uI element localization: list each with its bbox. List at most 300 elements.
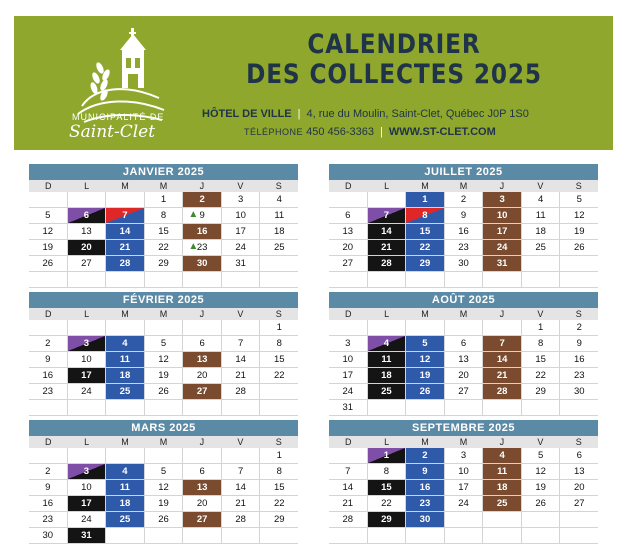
collection-day-blue [106, 368, 145, 383]
day-number: 9 [460, 210, 467, 221]
day-number: 22 [419, 242, 431, 253]
day-number: 25 [496, 498, 508, 509]
day-cell [183, 528, 222, 543]
collection-day-brown [483, 208, 522, 223]
collection-day-red [406, 208, 445, 223]
day-cell [445, 512, 484, 527]
day-number: 17 [342, 370, 354, 381]
day-cell [522, 512, 561, 527]
day-cell [222, 240, 261, 255]
day-number: 2 [199, 194, 205, 205]
day-cell [29, 512, 68, 527]
day-number: 17 [81, 370, 92, 381]
day-cell [522, 336, 561, 351]
week-row [329, 464, 598, 480]
day-number: 29 [273, 514, 285, 525]
address-text: 4, rue du Moulin, Saint-Clet, Québec J0P 1S0 [306, 108, 529, 120]
collection-day-blue [106, 480, 145, 495]
day-number: 1 [422, 194, 428, 205]
weekday-header [29, 308, 298, 320]
collection-day-black [368, 256, 407, 271]
day-cell [222, 480, 261, 495]
page-title [239, 30, 549, 90]
day-number: 20 [81, 242, 92, 253]
weekday-label: V [537, 181, 544, 191]
day-cell [445, 240, 484, 255]
day-number: 17 [235, 226, 246, 237]
day-number: 9 [45, 482, 51, 493]
day-number: 8 [276, 466, 282, 477]
day-cell [329, 240, 368, 255]
weekday-label: L [384, 309, 390, 319]
weekday-header [329, 308, 598, 320]
day-number: 15 [158, 226, 169, 237]
week-row [329, 480, 598, 496]
month-calendar [29, 420, 298, 544]
day-cell [483, 272, 522, 287]
day-number: 3 [83, 338, 90, 349]
day-number: 27 [458, 386, 469, 397]
month-calendar [329, 292, 598, 416]
day-number: 30 [419, 514, 431, 525]
weekday-label: S [275, 437, 282, 447]
day-cell [29, 352, 68, 367]
weekday-label: V [537, 437, 544, 447]
collection-day-blue [106, 336, 145, 351]
day-number: 30 [573, 386, 585, 397]
day-cell [522, 448, 561, 463]
day-cell [145, 464, 184, 479]
day-number: 11 [119, 482, 130, 493]
day-cell [329, 496, 368, 511]
day-number: 2 [422, 450, 428, 461]
day-number: 18 [119, 498, 131, 509]
week-row [329, 272, 598, 288]
collection-day-brown [183, 512, 222, 527]
day-number: 1 [160, 194, 167, 205]
day-number: 29 [535, 386, 546, 397]
day-number: 18 [535, 226, 546, 237]
day-number: 15 [273, 354, 285, 365]
day-cell [329, 208, 368, 223]
day-cell [260, 480, 298, 495]
month-title: FÉVRIER 2025 [29, 292, 298, 308]
collection-day-blue [406, 224, 445, 239]
weekday-label: L [84, 181, 90, 191]
collection-day-brown [483, 368, 522, 383]
day-cell [183, 336, 222, 351]
day-number: 11 [119, 354, 130, 365]
day-cell [445, 336, 484, 351]
week-row [29, 528, 298, 544]
day-cell [145, 240, 184, 255]
day-cell [29, 192, 68, 207]
day-cell [522, 272, 561, 287]
day-cell [445, 256, 484, 271]
week-row [29, 480, 298, 496]
day-cell [222, 496, 261, 511]
day-cell [445, 320, 484, 335]
day-number: 5 [160, 338, 167, 349]
day-number: 19 [535, 482, 546, 493]
day-number: 10 [235, 210, 246, 221]
collection-day-black [368, 512, 407, 527]
separator: | [379, 126, 383, 138]
collection-day-black [368, 224, 407, 239]
day-number: 21 [381, 242, 392, 253]
day-cell [260, 320, 298, 335]
weekday-label: M [159, 181, 168, 191]
day-number: 18 [381, 370, 392, 381]
day-number: 20 [196, 498, 208, 509]
day-cell [406, 400, 445, 415]
day-number: 30 [42, 530, 54, 541]
hotel-label: HÔTEL DE VILLE [202, 108, 292, 120]
day-number: 24 [81, 386, 92, 397]
weekday-header [29, 436, 298, 448]
day-number: 18 [273, 226, 285, 237]
christmas-tree-icon: ▲ [188, 209, 199, 220]
weekday-label: M [459, 181, 468, 191]
day-cell [68, 192, 107, 207]
day-cell [329, 192, 368, 207]
collection-day-purple [68, 464, 107, 479]
day-cell [260, 384, 298, 399]
day-number: 23 [42, 514, 54, 525]
day-number: 24 [342, 386, 354, 397]
day-number: 31 [496, 258, 508, 269]
day-cell [522, 496, 561, 511]
day-cell [106, 400, 145, 415]
weekday-label: V [237, 181, 244, 191]
day-cell [145, 400, 184, 415]
collection-day-brown [483, 256, 522, 271]
day-number: 23 [458, 242, 469, 253]
day-number: 21 [235, 498, 246, 509]
day-cell [222, 208, 261, 223]
weekday-label: M [159, 437, 168, 447]
month-title: JUILLET 2025 [329, 164, 598, 180]
day-number: 13 [196, 482, 208, 493]
day-cell [222, 400, 261, 415]
day-cell [222, 224, 261, 239]
address-line [202, 108, 529, 120]
day-number: 28 [235, 514, 246, 525]
day-number: 22 [273, 370, 285, 381]
day-number: 11 [274, 210, 285, 221]
day-number: 24 [496, 242, 508, 253]
day-cell [29, 384, 68, 399]
municipality-label: MUNICIPALITÉ DE [72, 112, 165, 122]
day-cell [329, 400, 368, 415]
month-calendar [329, 420, 598, 544]
day-cell [560, 480, 598, 495]
day-number: 28 [119, 258, 131, 269]
day-number: 17 [496, 226, 508, 237]
day-number: 23 [196, 242, 208, 253]
day-cell [222, 336, 261, 351]
day-cell [183, 272, 222, 287]
day-cell [260, 272, 298, 287]
day-cell [222, 272, 261, 287]
collection-day-black [368, 368, 407, 383]
week-row [329, 384, 598, 400]
collection-day-purple [368, 448, 407, 463]
day-cell [329, 256, 368, 271]
day-number: 28 [496, 386, 508, 397]
day-cell [29, 336, 68, 351]
weekday-label: D [44, 437, 52, 447]
week-row [29, 320, 298, 336]
collection-day-blue [106, 224, 145, 239]
day-cell [329, 528, 368, 543]
week-row [29, 192, 298, 208]
collection-day-blue [106, 464, 145, 479]
weekday-label: J [499, 309, 505, 319]
day-cell [329, 336, 368, 351]
weekday-label: M [459, 309, 468, 319]
week-row [29, 256, 298, 272]
collection-day-brown [183, 480, 222, 495]
day-number: 8 [160, 210, 167, 221]
collection-day-blue [406, 240, 445, 255]
day-cell [445, 208, 484, 223]
day-cell [445, 464, 484, 479]
week-row [29, 400, 298, 416]
day-number: 3 [238, 194, 244, 205]
day-cell [560, 208, 598, 223]
day-number: 12 [419, 354, 431, 365]
christmas-tree-icon: ▲ [188, 241, 199, 252]
weekday-label: M [421, 437, 429, 447]
weekday-label: S [275, 181, 282, 191]
week-row [29, 512, 298, 528]
week-row [329, 528, 598, 544]
day-cell [145, 512, 184, 527]
day-number: 24 [458, 498, 469, 509]
weekday-label: V [237, 437, 244, 447]
day-number: 27 [196, 386, 208, 397]
day-number: 5 [160, 466, 167, 477]
day-cell [329, 272, 368, 287]
phone-number: 450 456-3363 [306, 126, 374, 138]
day-cell [522, 352, 561, 367]
day-cell [368, 528, 407, 543]
day-number: 9 [576, 338, 582, 349]
week-row [329, 400, 598, 416]
day-number: 11 [535, 210, 546, 221]
day-cell [183, 240, 222, 255]
month-title: MARS 2025 [29, 420, 298, 436]
day-number: 4 [499, 450, 505, 461]
day-number: 19 [573, 226, 585, 237]
day-cell [145, 480, 184, 495]
day-cell [522, 320, 561, 335]
day-number: 25 [119, 514, 131, 525]
collection-day-brown [483, 496, 522, 511]
day-number: 22 [158, 242, 169, 253]
day-cell [68, 320, 107, 335]
day-cell [145, 336, 184, 351]
weekday-label: V [537, 309, 544, 319]
collection-day-purple [368, 208, 407, 223]
day-cell [483, 400, 522, 415]
weekday-label: M [421, 181, 429, 191]
day-number: 2 [576, 322, 582, 333]
day-number: 29 [381, 514, 392, 525]
day-cell [68, 352, 107, 367]
day-number: 6 [199, 338, 205, 349]
day-cell [145, 368, 184, 383]
day-number: 24 [235, 242, 246, 253]
week-row [329, 320, 598, 336]
day-cell [68, 448, 107, 463]
week-row [329, 448, 598, 464]
day-cell [260, 240, 298, 255]
day-number: 5 [538, 450, 544, 461]
day-number: 26 [573, 242, 585, 253]
day-number: 9 [45, 354, 51, 365]
day-number: 12 [158, 482, 169, 493]
day-cell [560, 224, 598, 239]
day-cell [560, 448, 598, 463]
day-cell [222, 528, 261, 543]
day-number: 25 [273, 242, 285, 253]
day-number: 7 [345, 466, 351, 477]
week-row [329, 512, 598, 528]
collection-day-brown [483, 192, 522, 207]
weekday-label: L [84, 437, 90, 447]
day-number: 4 [122, 466, 128, 477]
day-number: 2 [460, 194, 467, 205]
week-row [29, 448, 298, 464]
day-cell [368, 496, 407, 511]
day-cell [106, 272, 145, 287]
weekday-label: M [459, 437, 468, 447]
collection-day-brown [483, 384, 522, 399]
day-number: 23 [42, 386, 54, 397]
day-number: 20 [573, 482, 585, 493]
day-cell [106, 320, 145, 335]
day-number: 5 [422, 338, 428, 349]
weekday-label: M [421, 309, 429, 319]
day-number: 19 [419, 370, 431, 381]
day-number: 26 [419, 386, 431, 397]
day-number: 17 [81, 498, 92, 509]
collection-day-brown [483, 224, 522, 239]
day-cell [222, 448, 261, 463]
day-cell [106, 528, 145, 543]
day-cell [560, 384, 598, 399]
day-number: 6 [576, 450, 582, 461]
day-cell [483, 528, 522, 543]
collection-day-black [68, 528, 107, 543]
weekday-label: D [344, 437, 352, 447]
day-number: 27 [196, 514, 208, 525]
day-number: 15 [535, 354, 546, 365]
weekday-label: M [159, 309, 168, 319]
day-cell [29, 496, 68, 511]
day-number: 6 [460, 338, 467, 349]
phone-label: TÉLÉPHONE [244, 127, 304, 137]
day-cell [329, 448, 368, 463]
day-cell [68, 224, 107, 239]
day-cell [368, 272, 407, 287]
day-cell [445, 384, 484, 399]
municipality-name: Saint-Clet [69, 122, 156, 142]
collection-day-black [68, 496, 107, 511]
collection-day-black [68, 240, 107, 255]
weekday-label: J [499, 181, 505, 191]
day-cell [329, 464, 368, 479]
day-number: 2 [45, 338, 51, 349]
day-cell [445, 272, 484, 287]
day-cell [406, 272, 445, 287]
day-number: 31 [235, 258, 246, 269]
day-cell [68, 384, 107, 399]
day-cell [183, 464, 222, 479]
day-cell [522, 464, 561, 479]
day-cell [183, 320, 222, 335]
day-cell [29, 528, 68, 543]
day-cell [560, 336, 598, 351]
day-cell [483, 320, 522, 335]
collection-day-brown [483, 336, 522, 351]
day-cell [445, 192, 484, 207]
day-number: 19 [158, 498, 169, 509]
day-cell [260, 208, 298, 223]
day-cell [368, 464, 407, 479]
day-number: 6 [83, 210, 90, 221]
collection-day-blue [406, 352, 445, 367]
day-number: 4 [122, 338, 128, 349]
day-number: 26 [535, 498, 546, 509]
collection-day-blue [406, 464, 445, 479]
day-cell [406, 320, 445, 335]
day-number: 31 [342, 402, 354, 413]
day-number: 14 [235, 354, 246, 365]
day-number: 1 [383, 450, 390, 461]
collection-day-brown [483, 448, 522, 463]
collection-day-black [368, 240, 407, 255]
day-cell [445, 480, 484, 495]
weekday-label: J [199, 181, 205, 191]
month-calendar [29, 292, 298, 416]
day-cell [260, 352, 298, 367]
week-row [329, 208, 598, 224]
day-number: 13 [342, 226, 354, 237]
day-cell [29, 256, 68, 271]
day-cell [522, 368, 561, 383]
day-cell [560, 512, 598, 527]
day-number: 21 [496, 370, 508, 381]
day-number: 19 [158, 370, 169, 381]
weekday-label: J [499, 437, 505, 447]
collection-day-black [368, 384, 407, 399]
website-link[interactable]: WWW.ST-CLET.COM [388, 126, 496, 138]
day-cell [329, 368, 368, 383]
day-cell [222, 464, 261, 479]
day-cell [145, 320, 184, 335]
day-number: 10 [81, 482, 92, 493]
day-cell [68, 480, 107, 495]
day-cell [522, 208, 561, 223]
day-cell [522, 192, 561, 207]
day-cell [368, 400, 407, 415]
weekday-label: S [275, 309, 282, 319]
day-number: 7 [238, 466, 244, 477]
day-number: 16 [42, 370, 54, 381]
